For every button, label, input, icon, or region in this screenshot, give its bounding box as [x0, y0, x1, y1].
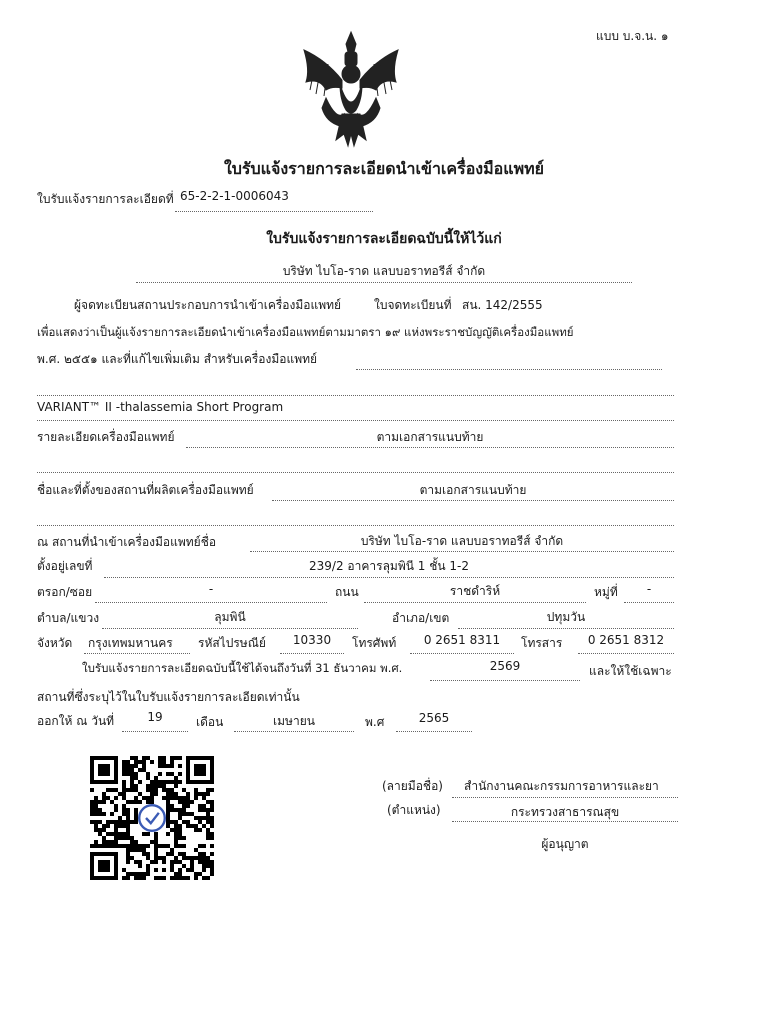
- divider: [84, 653, 190, 654]
- divider: [37, 420, 674, 421]
- divider: [624, 602, 674, 603]
- district-value: ปทุมวัน: [546, 610, 586, 624]
- position-label: (ตำแหน่ง): [387, 803, 441, 817]
- divider: [452, 797, 678, 798]
- issue-month: เมษายน: [273, 714, 315, 728]
- divider: [234, 731, 354, 732]
- divider: [396, 731, 472, 732]
- fax-label: โทรสาร: [521, 636, 563, 650]
- divider: [458, 628, 674, 629]
- divider: [272, 500, 674, 501]
- issue-date-label: ออกให้ ณ วันที่: [37, 714, 115, 728]
- phone-value: 0 2651 8311: [423, 633, 501, 647]
- divider: [37, 525, 674, 526]
- province-label: จังหวัด: [37, 636, 73, 650]
- manufacturer-value: ตามเอกสารแนบท้าย: [419, 483, 527, 497]
- divider: [122, 731, 188, 732]
- garuda-emblem-icon: [296, 30, 406, 150]
- divider: [250, 551, 674, 552]
- notification-no-value: 65-2-2-1-0006043: [180, 189, 289, 203]
- address-number-label: ตั้งอยู่เลขที่: [37, 559, 93, 573]
- notification-no-label: ใบรับแจ้งรายการละเอียดที่: [37, 192, 174, 206]
- divider: [104, 577, 674, 578]
- address-number: 239/2 อาคารลุมพินี 1 ชั้น 1-2: [309, 559, 469, 573]
- device-detail-value: ตามเอกสารแนบท้าย: [376, 430, 484, 444]
- postcode-value: 10330: [292, 633, 332, 647]
- subdistrict-label: ตำบล/แขวง: [37, 611, 100, 625]
- divider: [95, 602, 327, 603]
- divider: [452, 821, 678, 822]
- divider: [410, 653, 514, 654]
- device-name: VARIANT™ II -thalassemia Short Program: [37, 400, 284, 414]
- sign-label: (ลายมือชื่อ): [382, 779, 443, 793]
- issue-year: 2565: [418, 711, 450, 725]
- fax-value: 0 2651 8312: [587, 633, 665, 647]
- moo-value: -: [646, 582, 652, 596]
- province-value: กรุงเทพมหานคร: [88, 636, 173, 650]
- issued-to-heading: ใบรับแจ้งรายการละเอียดฉบับนี้ให้ไว้แก่: [266, 231, 502, 247]
- phone-label: โทรศัพท์: [352, 636, 397, 650]
- validity-line2: สถานที่ซึ่งระบุไว้ในใบรับแจ้งรายการละเอียดเท่านั้น: [37, 690, 300, 704]
- form-code: แบบ บ.จ.น. ๑: [596, 29, 669, 43]
- divider: [37, 472, 674, 473]
- importer-label: ณ สถานที่นำเข้าเครื่องมือแพทย์ชื่อ: [37, 535, 217, 549]
- divider: [175, 211, 373, 212]
- sign-value: สำนักงานคณะกรรมการอาหารและยา: [464, 779, 659, 793]
- issue-day: 19: [147, 710, 163, 724]
- position-value: กระทรวงสาธารณสุข: [510, 805, 620, 819]
- license-label: ใบจดทะเบียนที่: [374, 298, 452, 312]
- moo-label: หมู่ที่: [594, 585, 618, 599]
- issue-year-label: พ.ศ: [365, 715, 385, 729]
- issued-to-company: บริษัท ไบโอ-ราด แลบบอราทอรีส์ จำกัด: [282, 264, 486, 278]
- road-value: ราชดำริห์: [449, 584, 501, 598]
- divider: [578, 653, 674, 654]
- district-label: อำเภอ/เขต: [392, 611, 450, 625]
- validity-text: ใบรับแจ้งรายการละเอียดฉบับนี้ใช้ได้จนถึงวันที่ 31 ธันวาคม พ.ศ.: [82, 661, 403, 675]
- importer-value: บริษัท ไบโอ-ราด แลบบอราทอรีส์ จำกัด: [360, 534, 564, 548]
- licensee-text: ผู้จดทะเบียนสถานประกอบการนำเข้าเครื่องมือแพทย์: [74, 298, 342, 312]
- divider: [356, 369, 662, 370]
- soi-label: ตรอก/ซอย: [37, 585, 93, 599]
- manufacturer-label: ชื่อและที่ตั้งของสถานที่ผลิตเครื่องมือแพทย์: [37, 483, 254, 497]
- divider: [136, 282, 632, 283]
- page-title: ใบรับแจ้งรายการละเอียดนำเข้าเครื่องมือแพทย์: [223, 159, 545, 178]
- validity-year: 2569: [489, 659, 521, 673]
- divider: [430, 680, 580, 681]
- divider: [102, 628, 358, 629]
- qr-code-icon: [90, 756, 214, 880]
- license-no: สน. 142/2555: [462, 298, 543, 312]
- divider: [364, 602, 586, 603]
- road-label: ถนน: [335, 585, 359, 599]
- postcode-label: รหัสไปรษณีย์: [198, 636, 266, 650]
- purpose-line2: พ.ศ. ๒๕๕๑ และที่แก้ไขเพิ่มเติม สำหรับเครื่องมือแพทย์: [37, 352, 318, 366]
- subdistrict-value: ลุมพินี: [214, 610, 246, 624]
- divider: [280, 653, 344, 654]
- divider: [186, 447, 674, 448]
- purpose-line1: เพื่อแสดงว่าเป็นผู้แจ้งรายการละเอียดนำเข้าเครื่องมือแพทย์ตามมาตรา ๑๙ แห่งพระราชบัญญัติเครื่องมือแพทย์: [37, 325, 574, 339]
- soi-value: -: [208, 582, 214, 596]
- divider: [37, 395, 674, 396]
- device-detail-label: รายละเอียดเครื่องมือแพทย์: [37, 430, 175, 444]
- authority: ผู้อนุญาต: [541, 837, 589, 851]
- issue-month-label: เดือน: [196, 715, 224, 729]
- validity-suffix: และให้ใช้เฉพาะ: [589, 664, 672, 678]
